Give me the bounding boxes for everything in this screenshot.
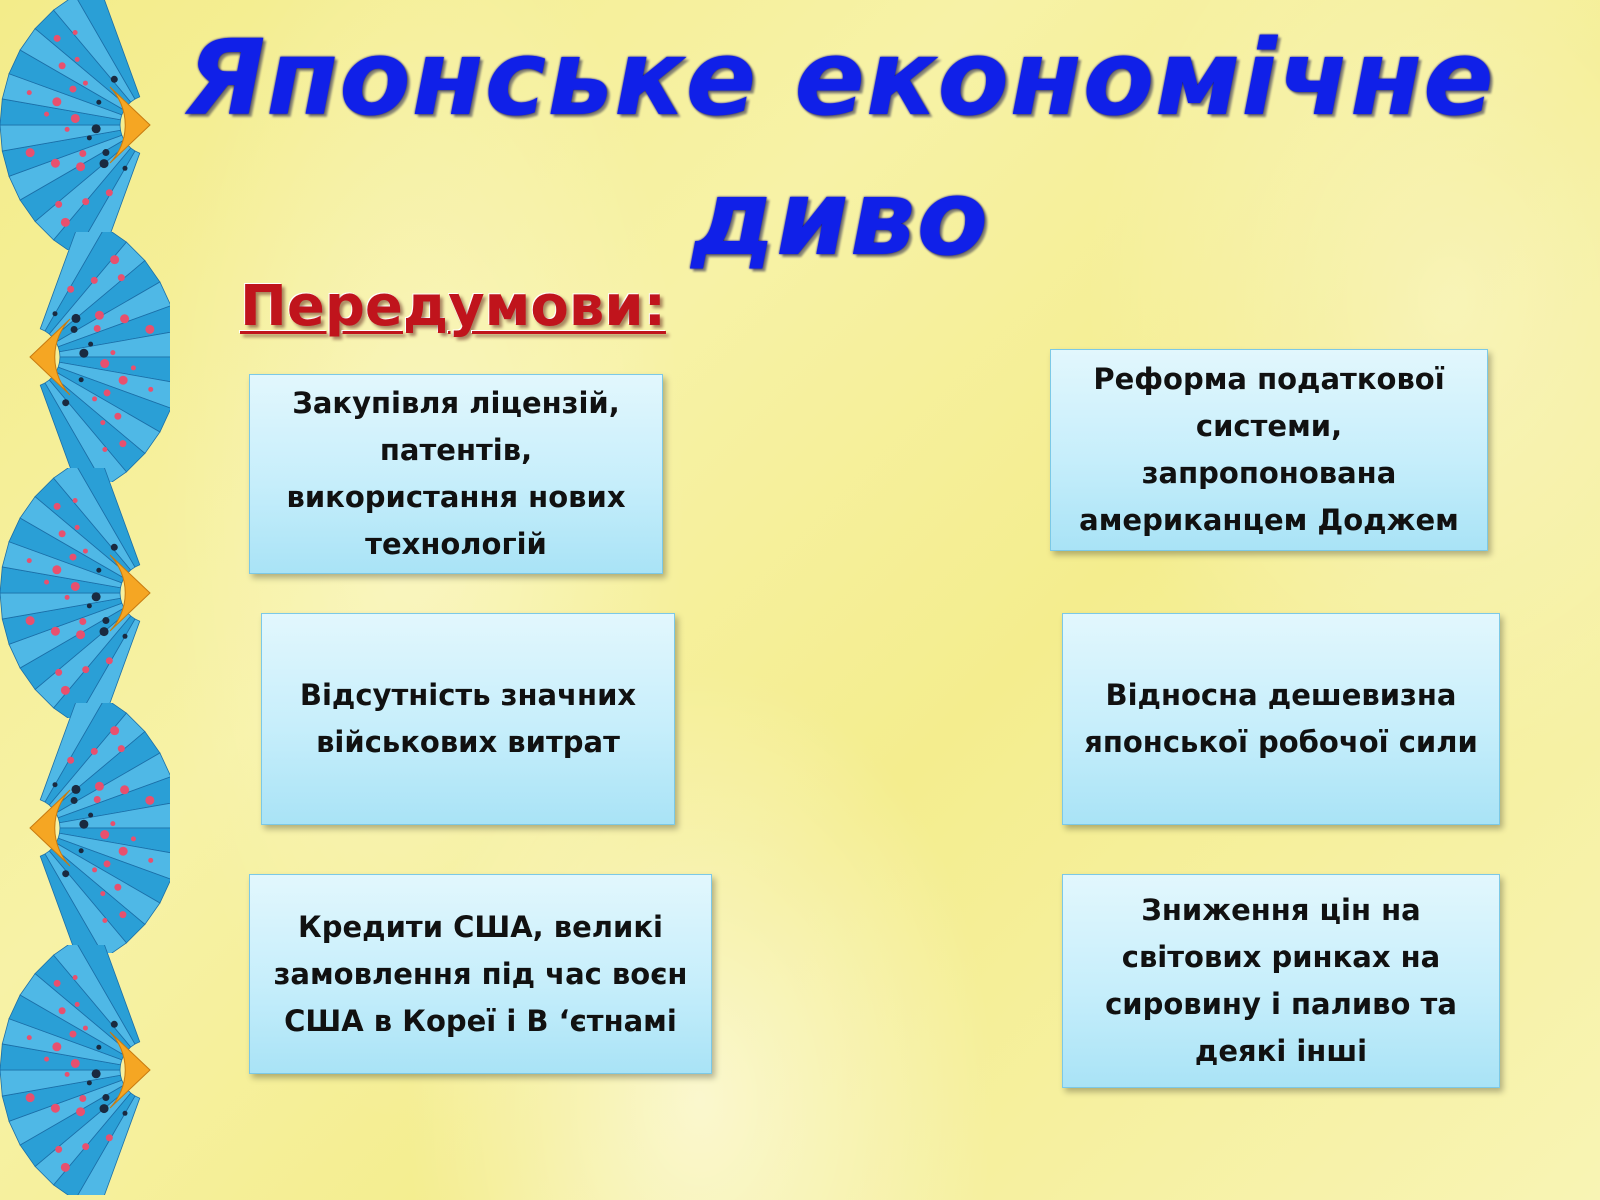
prerequisite-box-licenses [249, 374, 663, 574]
folding-fan-icon [0, 232, 170, 482]
box-text: Зниження цін на світових ринках на сировину і паливо та деякі інші [1105, 893, 1457, 1068]
prerequisite-box-credits [249, 874, 712, 1074]
box-text: Відносна дешевизна японської робочої сили [1084, 678, 1478, 759]
box-text: Закупівля ліцензій, патентів, використання нових технологій [286, 386, 626, 561]
box-text: Кредити США, великі замовлення під час воєн США в Кореї і В ‘єтнамі [273, 909, 688, 1038]
box-text: Відсутність значних військових витрат [299, 678, 637, 759]
prerequisite-box-military [261, 613, 675, 825]
folding-fan-icon [0, 0, 170, 250]
page-title [180, 8, 1500, 288]
prerequisite-box-cheap-labor [1062, 613, 1500, 825]
prerequisite-box-prices [1062, 874, 1500, 1088]
folding-fan-icon [0, 945, 170, 1195]
title-line-1: Японське економічне [185, 17, 1495, 139]
title-line-2: диво [690, 157, 990, 279]
fan-decoration-column [0, 0, 180, 1200]
box-text: Реформа податкової системи, запропонована американцем Доджем [1079, 362, 1459, 537]
folding-fan-icon [0, 703, 170, 953]
section-heading: Передумови: [240, 274, 666, 339]
prerequisite-box-tax-reform [1050, 349, 1488, 551]
folding-fan-icon [0, 468, 170, 718]
